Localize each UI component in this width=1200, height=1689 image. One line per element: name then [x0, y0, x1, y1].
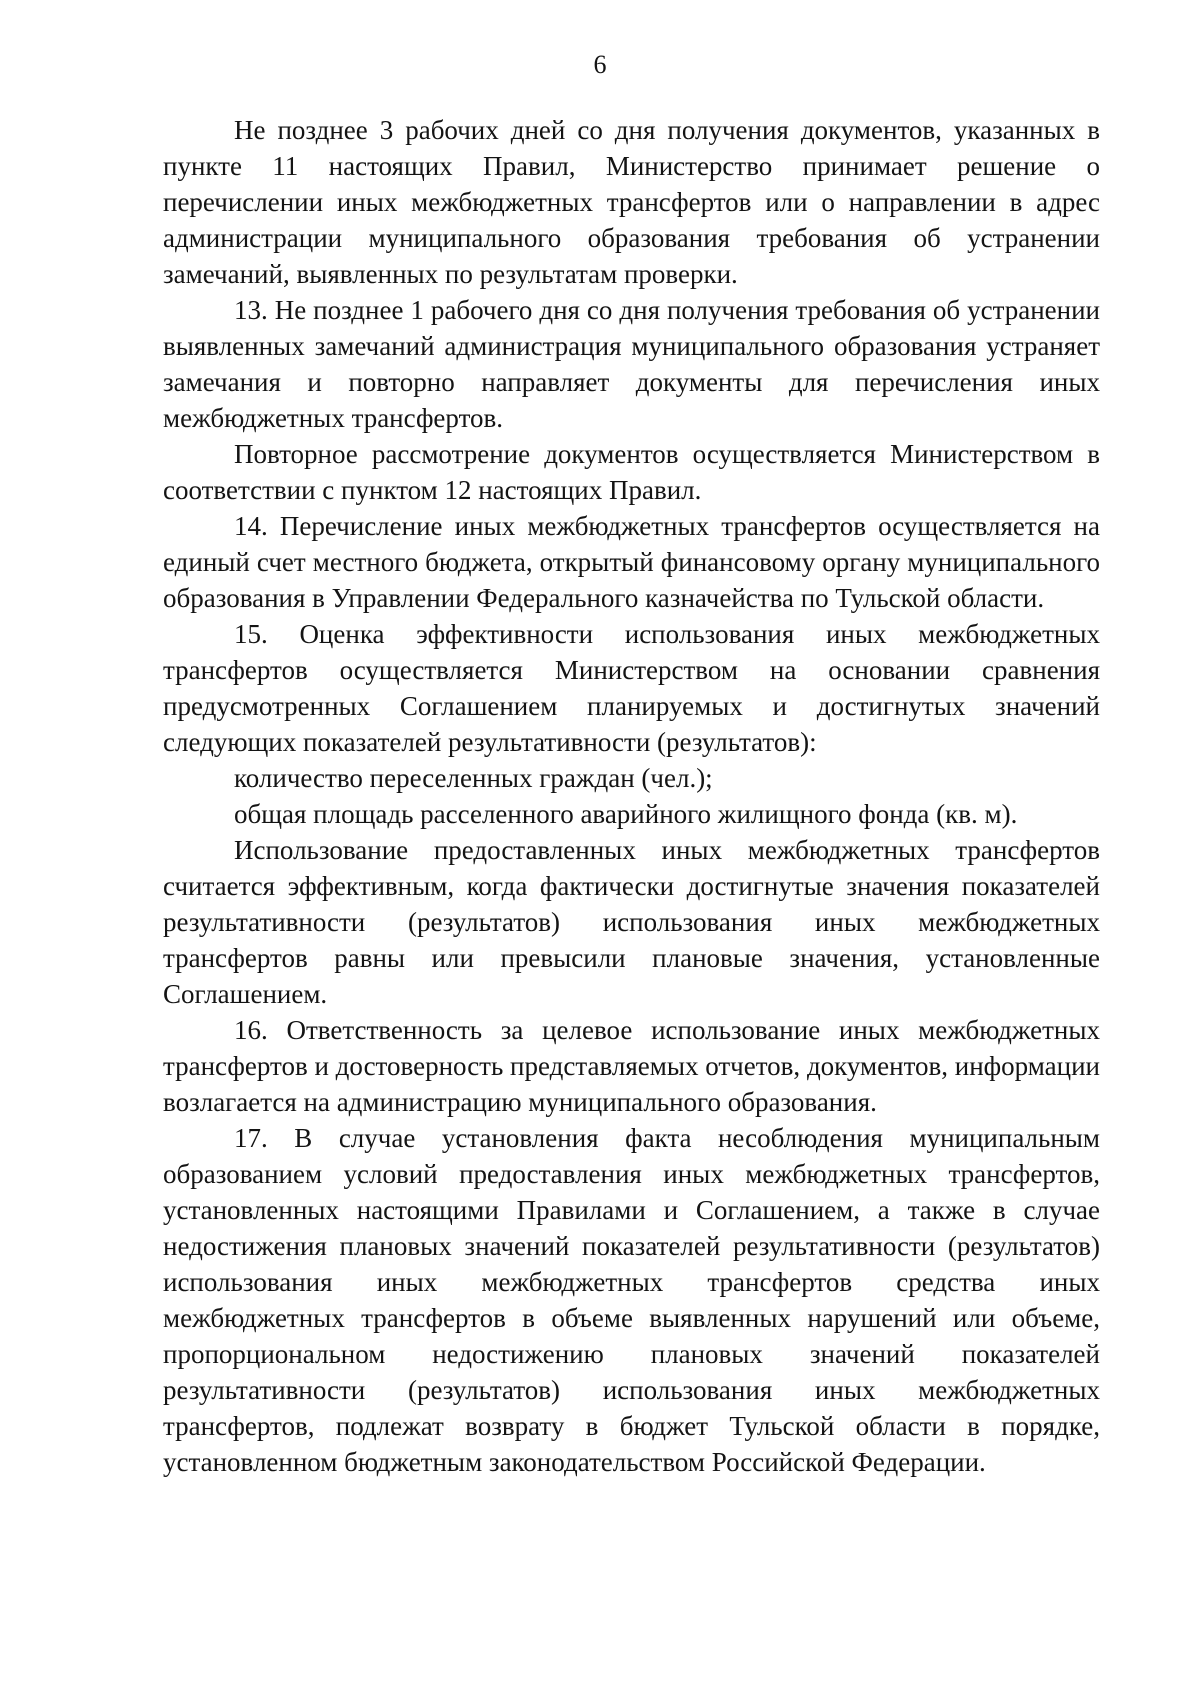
paragraph-13: 13. Не позднее 1 рабочего дня со дня получения требования об устранении выявленных замечаний администрация муниципального образования устраняет замечания и повторно направляет документы для перечисления иных межбюджетных трансфертов. — [163, 295, 1100, 433]
page-number: 6 — [593, 50, 607, 79]
paragraph-14: 14. Перечисление иных межбюджетных трансфертов осуществляется на единый счет местного бюджета, открытый финансовому органу муниципального образования в Управлении Федерального казначейства по Тульской области. — [163, 511, 1100, 613]
paragraph-repeat-review: Повторное рассмотрение документов осуществляется Министерством в соответствии с пунктом 12 настоящих Правил. — [163, 439, 1100, 505]
paragraph-15: 15. Оценка эффективности использования иных межбюджетных трансфертов осуществляется Министерством на основании сравнения предусмотренных Соглашением планируемых и достигнутых значений следующих показателей результативности (результатов): — [163, 619, 1100, 757]
indicator-housing-area: общая площадь расселенного аварийного жилищного фонда (кв. м). — [234, 799, 1018, 829]
paragraph-effectiveness: Использование предоставленных иных межбюджетных трансфертов считается эффективным, когда фактически достигнутые значения показателей результативности (результатов) использования иных межбюджетных трансфертов равны или превысили плановые значения, установленные Соглашением. — [163, 835, 1100, 1009]
paragraph-17: 17. В случае установления факта несоблюдения муниципальным образованием условий предоставления иных межбюджетных трансфертов, установленных настоящими Правилами и Соглашением, а также в случае недостижения плановых значений показателей результативности (результатов) использования иных межбюджетных трансфертов средства иных межбюджетных трансфертов в объеме выявленных нарушений или объеме, пропорциональном недостижению плановых значений показателей результативности (результатов) использования иных межбюджетных трансфертов, подлежат возврату в бюджет Тульской области в порядке, установленном бюджетным законодательством Российской Федерации. — [163, 1123, 1100, 1477]
paragraph-decision-deadline: Не позднее 3 рабочих дней со дня получения документов, указанных в пункте 11 настоящих Правил, Министерство принимает решение о перечислении иных межбюджетных трансфертов или о направлении в адрес администрации муниципального образования требования об устранении замечаний, выявленных по результатам проверки. — [163, 115, 1100, 289]
indicator-resettled-citizens: количество переселенных граждан (чел.); — [234, 763, 713, 793]
paragraph-16: 16. Ответственность за целевое использование иных межбюджетных трансфертов и достоверность представляемых отчетов, документов, информации возлагается на администрацию муниципального образования. — [163, 1015, 1100, 1117]
document-body — [163, 112, 1100, 1480]
